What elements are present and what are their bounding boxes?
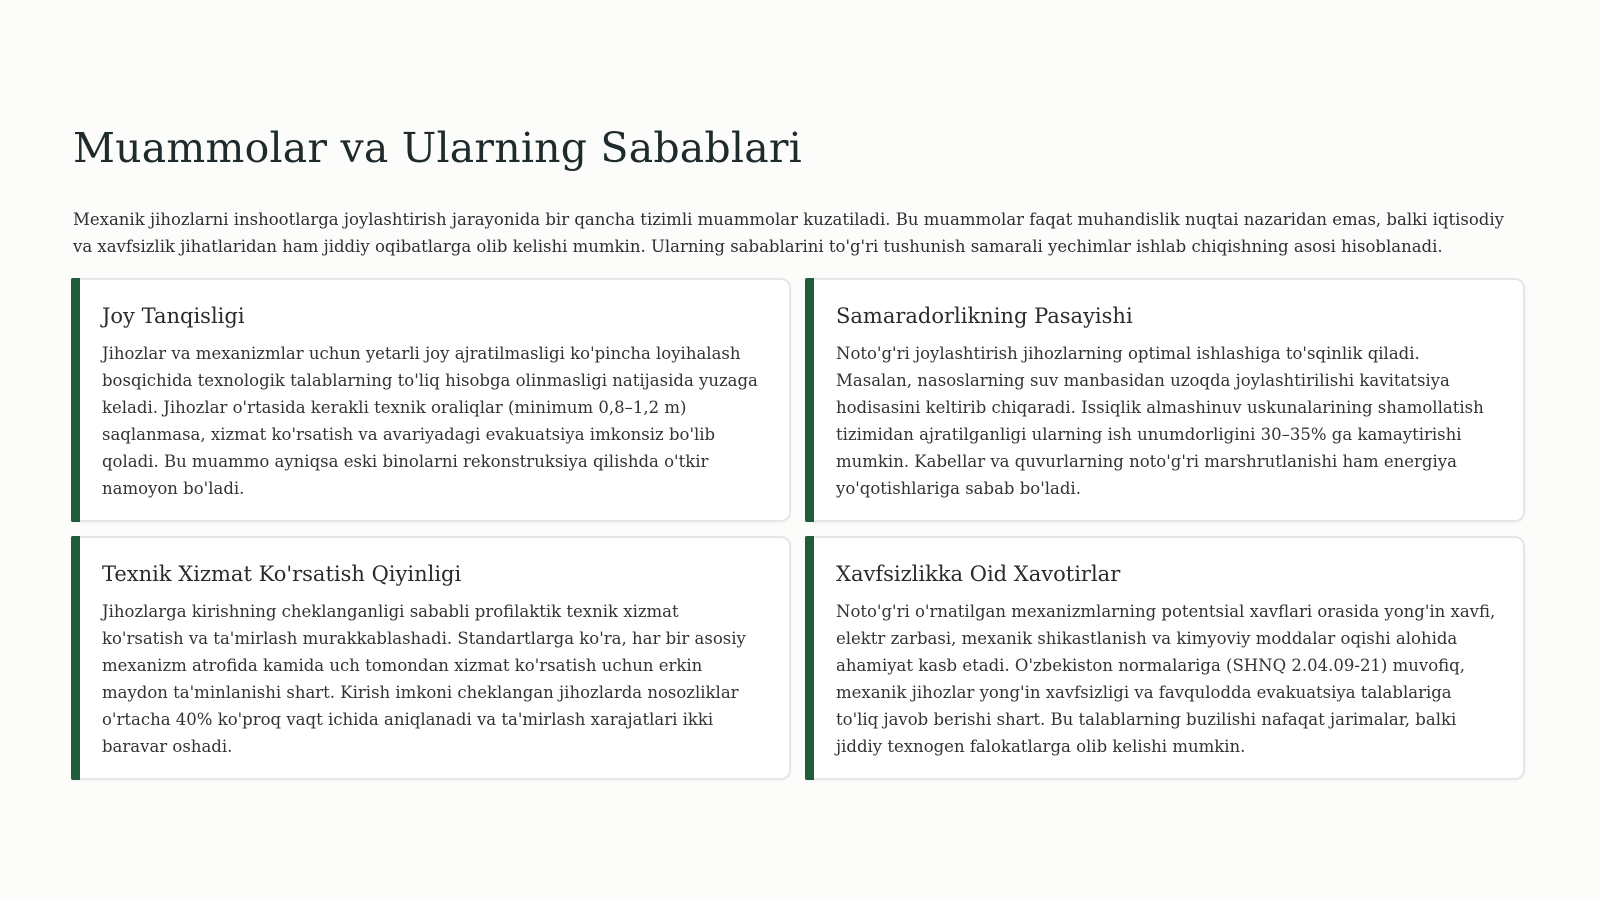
card-title: Texnik Xizmat Ko'rsatish Qiyinligi: [102, 562, 462, 586]
card-samaradorlik: [805, 278, 1525, 522]
card-title: Xavfsizlikka Oid Xavotirlar: [836, 562, 1121, 586]
cards-grid: [71, 278, 1527, 780]
intro-paragraph: Mexanik jihozlarni inshootlarga joylashtirish jarayonida bir qancha tizimli muammolar kuzatiladi. Bu muammolar faqat muhandislik nuqtai nazaridan emas, balki iqtisodiy va xavfsizlik jihatlaridan ham jiddiy oqibatlarga olib kelishi mumkin. Ularning sabablarini to'g'ri tushunish samarali yechimlar ishlab chiqishning asosi hisoblanadi.: [73, 210, 1504, 256]
card-title: Joy Tanqisligi: [102, 304, 245, 328]
card-accent-bar: [805, 278, 814, 522]
card-text: Jihozlar va mexanizmlar uchun yetarli joy ajratilmasligi ko'pincha loyihalash bosqichida texnologik talablarning to'liq hisobga olinmasligi natijasida yuzaga keladi. Jihozlar o'rtasida kerakli texnik oraliqlar (minimum 0,8–1,2 m) saqlanmasa, xizmat ko'rsatish va avariyadagi evakuatsiya imkonsiz bo'lib qoladi. Bu muammo ayniqsa eski binolarni rekonstruksiya qilishda o'tkir namoyon bo'ladi.: [102, 344, 758, 498]
card-accent-bar: [71, 536, 80, 780]
card-texnik-xizmat: [71, 536, 791, 780]
card-accent-bar: [805, 536, 814, 780]
card-text: Noto'g'ri o'rnatilgan mexanizmlarning potentsial xavflari orasida yong'in xavfi, elektr zarbasi, mexanik shikastlanish va kimyoviy moddalar oqishi alohida ahamiyat kasb etadi. O'zbekiston normalariga (SHNQ 2.04.09-21) muvofiq, mexanik jihozlar yong'in xavfsizligi va favqulodda evakuatsiya talablariga to'liq javob berishi shart. Bu talablarning buzilishi nafaqat jarimalar, balki jiddiy texnogen falokatlarga olib kelishi mumkin.: [836, 602, 1496, 756]
slide: [73, 118, 1527, 756]
card-joy-tanqisligi: [71, 278, 791, 522]
card-xavfsizlik: [805, 536, 1525, 780]
card-text: Jihozlarga kirishning cheklanganligi sababli profilaktik texnik xizmat ko'rsatish va ta'mirlash murakkablashadi. Standartlarga ko'ra, har bir asosiy mexanizm atrofida kamida uch tomondan xizmat ko'rsatish uchun erkin maydon ta'minlanishi shart. Kirish imkoni cheklangan jihozlarda nosozliklar o'rtacha 40% ko'proq vaqt ichida aniqlanadi va ta'mirlash xarajatlari ikki baravar oshadi.: [102, 602, 746, 756]
card-title: Samaradorlikning Pasayishi: [836, 304, 1133, 328]
page-title: Muammolar va Ularning Sabablari: [73, 124, 802, 172]
card-text: Noto'g'ri joylashtirish jihozlarning optimal ishlashiga to'sqinlik qiladi. Masalan, nasoslarning suv manbasidan uzoqda joylashtirilishi kavitatsiya hodisasini keltirib chiqaradi. Issiqlik almashinuv uskunalarining shamollatish tizimidan ajratilganligi ularning ish unumdorligini 30–35% ga kamaytirishi mumkin. Kabellar va quvurlarning noto'g'ri marshrutlanishi ham energiya yo'qotishlariga sabab bo'ladi.: [836, 344, 1484, 498]
card-accent-bar: [71, 278, 80, 522]
